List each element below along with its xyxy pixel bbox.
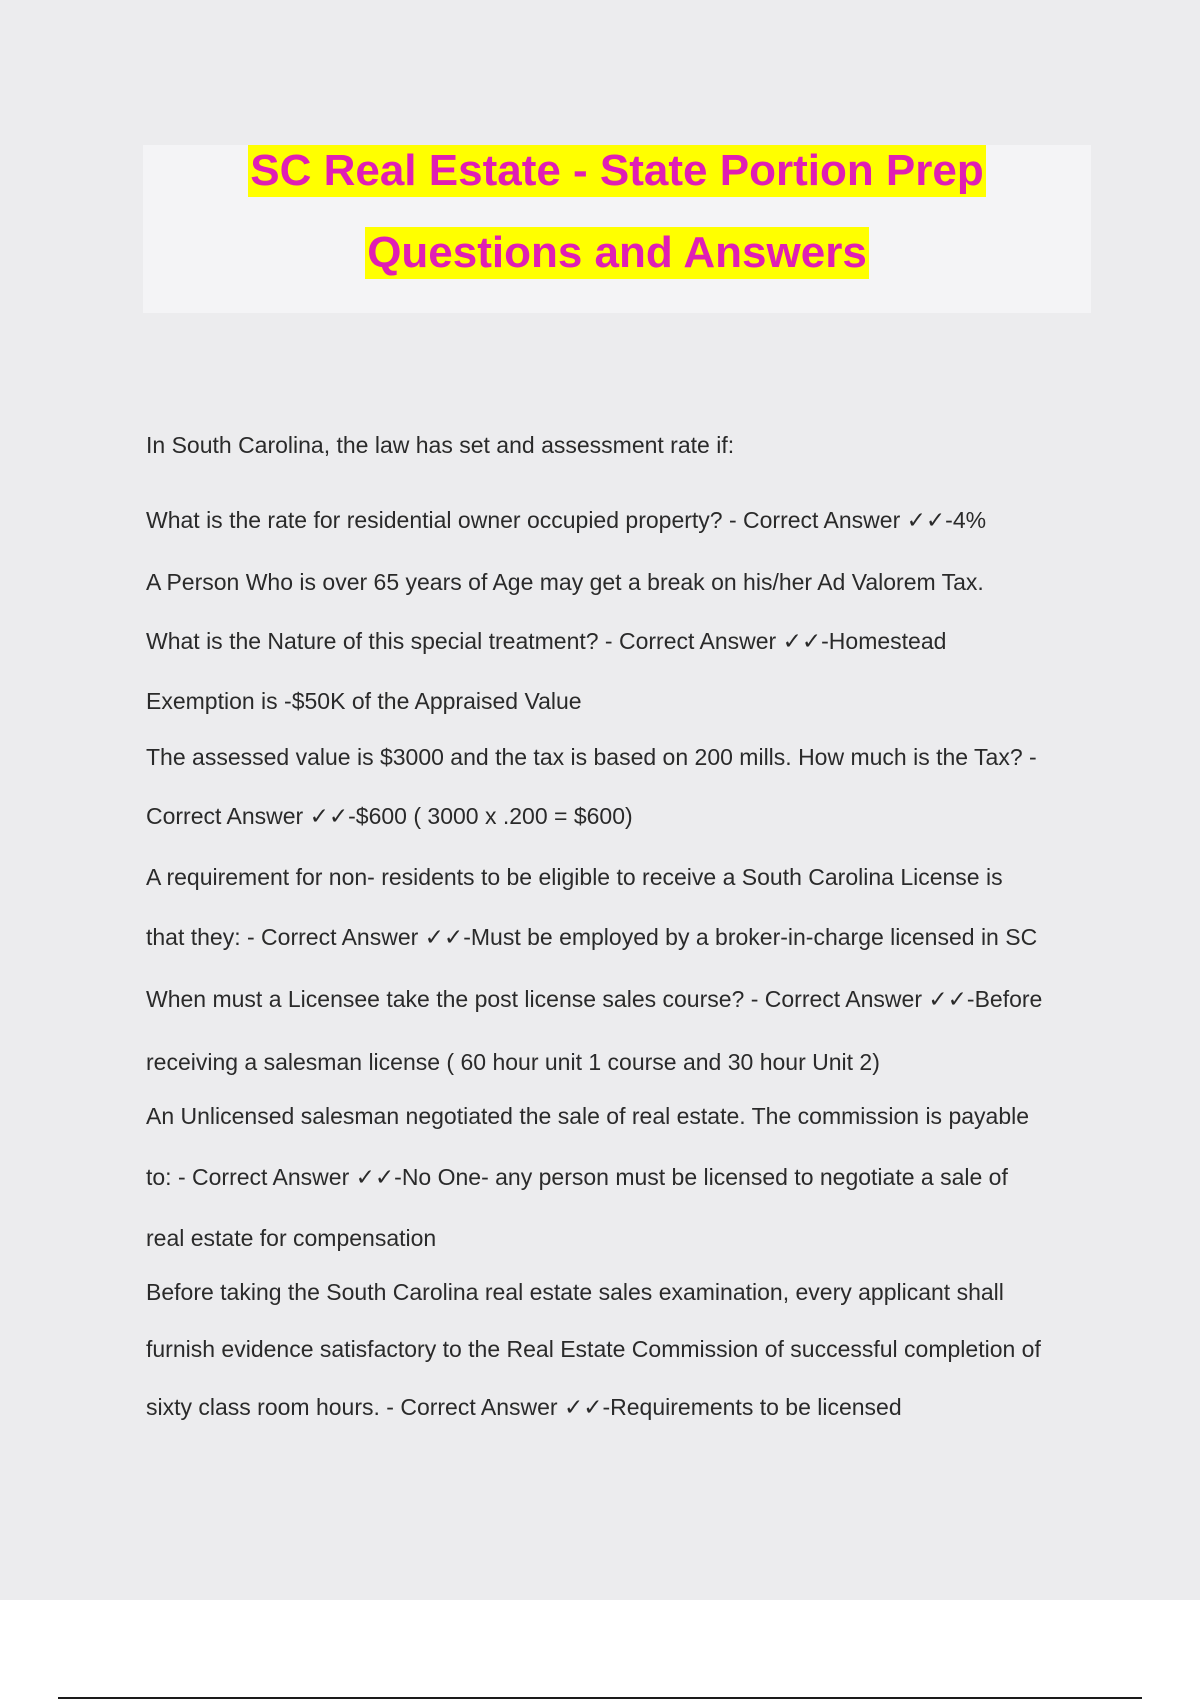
qa-line: sixty class room hours. - Correct Answer ✓✓-Requirements to be licensed bbox=[146, 1394, 902, 1420]
qa-line: Before taking the South Carolina real estate sales examination, every applicant shall bbox=[146, 1279, 1004, 1305]
qa-line: Correct Answer ✓✓-$600 ( 3000 x .200 = $600) bbox=[146, 803, 633, 829]
qa-line: that they: - Correct Answer ✓✓-Must be employed by a broker-in-charge licensed in SC bbox=[146, 924, 1038, 950]
title-row-2 bbox=[143, 227, 1091, 279]
qa-line: A requirement for non- residents to be eligible to receive a South Carolina License is bbox=[146, 864, 1003, 890]
page-divider bbox=[58, 1697, 1142, 1699]
qa-line: Exemption is -$50K of the Appraised Value bbox=[146, 688, 582, 714]
document-title-line-1: SC Real Estate - State Portion Prep bbox=[250, 146, 984, 195]
title-box bbox=[143, 145, 1091, 313]
qa-line: furnish evidence satisfactory to the Real Estate Commission of successful completion of bbox=[146, 1336, 1041, 1362]
qa-line: The assessed value is $3000 and the tax is based on 200 mills. How much is the Tax? - bbox=[146, 744, 1037, 770]
qa-line: A Person Who is over 65 years of Age may get a break on his/her Ad Valorem Tax. bbox=[146, 569, 984, 595]
qa-line: to: - Correct Answer ✓✓-No One- any person must be licensed to negotiate a sale of bbox=[146, 1164, 1008, 1190]
qa-line: real estate for compensation bbox=[146, 1225, 437, 1251]
qa-line: When must a Licensee take the post license sales course? - Correct Answer ✓✓-Before bbox=[146, 986, 1043, 1012]
qa-line: An Unlicensed salesman negotiated the sale of real estate. The commission is payable bbox=[146, 1103, 1030, 1129]
title-row-1 bbox=[143, 145, 1091, 197]
intro-line: In South Carolina, the law has set and assessment rate if: bbox=[146, 432, 735, 458]
qa-line: What is the rate for residential owner occupied property? - Correct Answer ✓✓-4% bbox=[146, 507, 987, 533]
qa-line: receiving a salesman license ( 60 hour unit 1 course and 30 hour Unit 2) bbox=[146, 1049, 880, 1075]
qa-line: What is the Nature of this special treatment? - Correct Answer ✓✓-Homestead bbox=[146, 628, 947, 654]
document-title-line-2: Questions and Answers bbox=[367, 228, 867, 277]
